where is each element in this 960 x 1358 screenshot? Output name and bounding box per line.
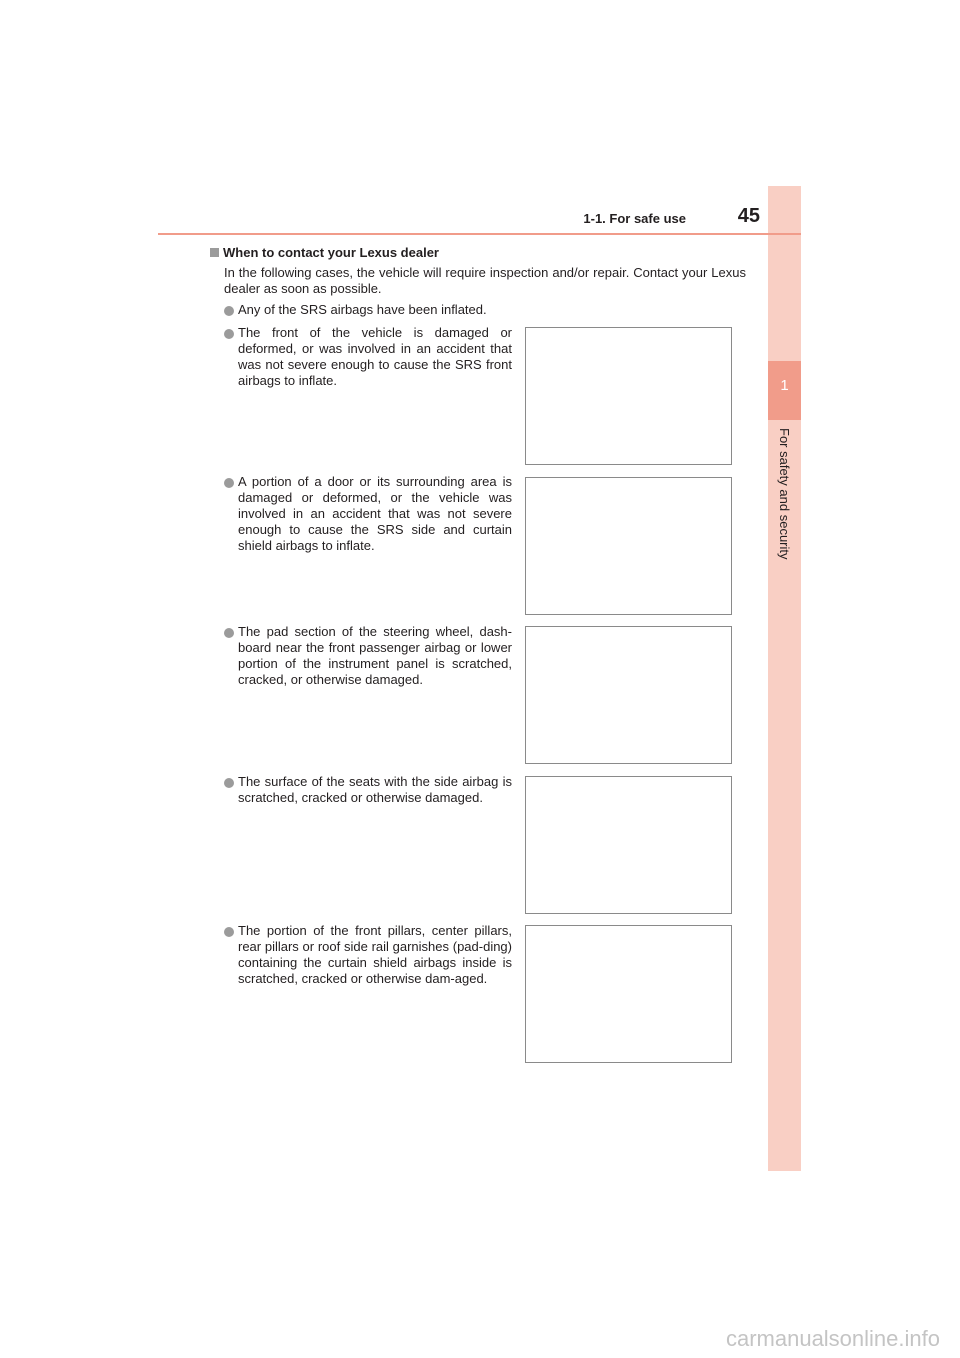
section-title: 1-1. For safe use xyxy=(583,211,686,226)
bullet-icon xyxy=(224,628,234,638)
chapter-number: 1 xyxy=(780,377,789,394)
list-item-text: The portion of the front pillars, center pillars, rear pillars or roof side rail garnishes (pad-ding) containing the curtain shield airbags inside is scratched, cracked or otherwise dam-aged. xyxy=(238,923,512,986)
intro-paragraph: In the following cases, the vehicle will require inspection and/or repair. Contact your Lexus dealer as soon as possible. xyxy=(224,265,746,296)
page-number: 45 xyxy=(737,205,760,227)
list-item-text: The pad section of the steering wheel, dash-board near the front passenger airbag or lower portion of the instrument panel is scratched, cracked, or otherwise damaged. xyxy=(238,624,512,687)
list-item xyxy=(224,325,512,389)
chapter-label: For safety and security xyxy=(777,428,792,560)
illustration-frame xyxy=(525,626,732,764)
bullet-icon xyxy=(224,329,234,339)
list-item-text: Any of the SRS airbags have been inflated. xyxy=(238,302,487,317)
list-item xyxy=(224,774,512,806)
list-item xyxy=(224,474,512,554)
heading-text: When to contact your Lexus dealer xyxy=(223,245,439,260)
section-heading xyxy=(210,244,730,262)
bullet-icon xyxy=(224,478,234,488)
illustration-frame xyxy=(525,925,732,1063)
illustration-frame xyxy=(525,776,732,914)
list-item-text: The front of the vehicle is damaged or deformed, or was involved in an accident that was not severe enough to cause the SRS front airbags to inflate. xyxy=(238,325,512,388)
side-tab xyxy=(768,186,801,1171)
square-bullet-icon xyxy=(210,248,219,257)
header-rule xyxy=(158,233,801,235)
list-item-text: A portion of a door or its surrounding area is damaged or deformed, or the vehicle was involved in an accident that was not severe enough to cause the SRS side and curtain shield airbags to inflate. xyxy=(238,474,512,553)
list-item xyxy=(224,624,512,688)
illustration-frame xyxy=(525,477,732,615)
list-item xyxy=(224,302,524,318)
illustration-frame xyxy=(525,327,732,465)
list-item-text: The surface of the seats with the side airbag is scratched, cracked or otherwise damaged. xyxy=(238,774,512,805)
bullet-icon xyxy=(224,927,234,937)
bullet-icon xyxy=(224,778,234,788)
bullet-icon xyxy=(224,306,234,316)
list-item xyxy=(224,923,512,987)
watermark: carmanualsonline.info xyxy=(725,1326,940,1351)
